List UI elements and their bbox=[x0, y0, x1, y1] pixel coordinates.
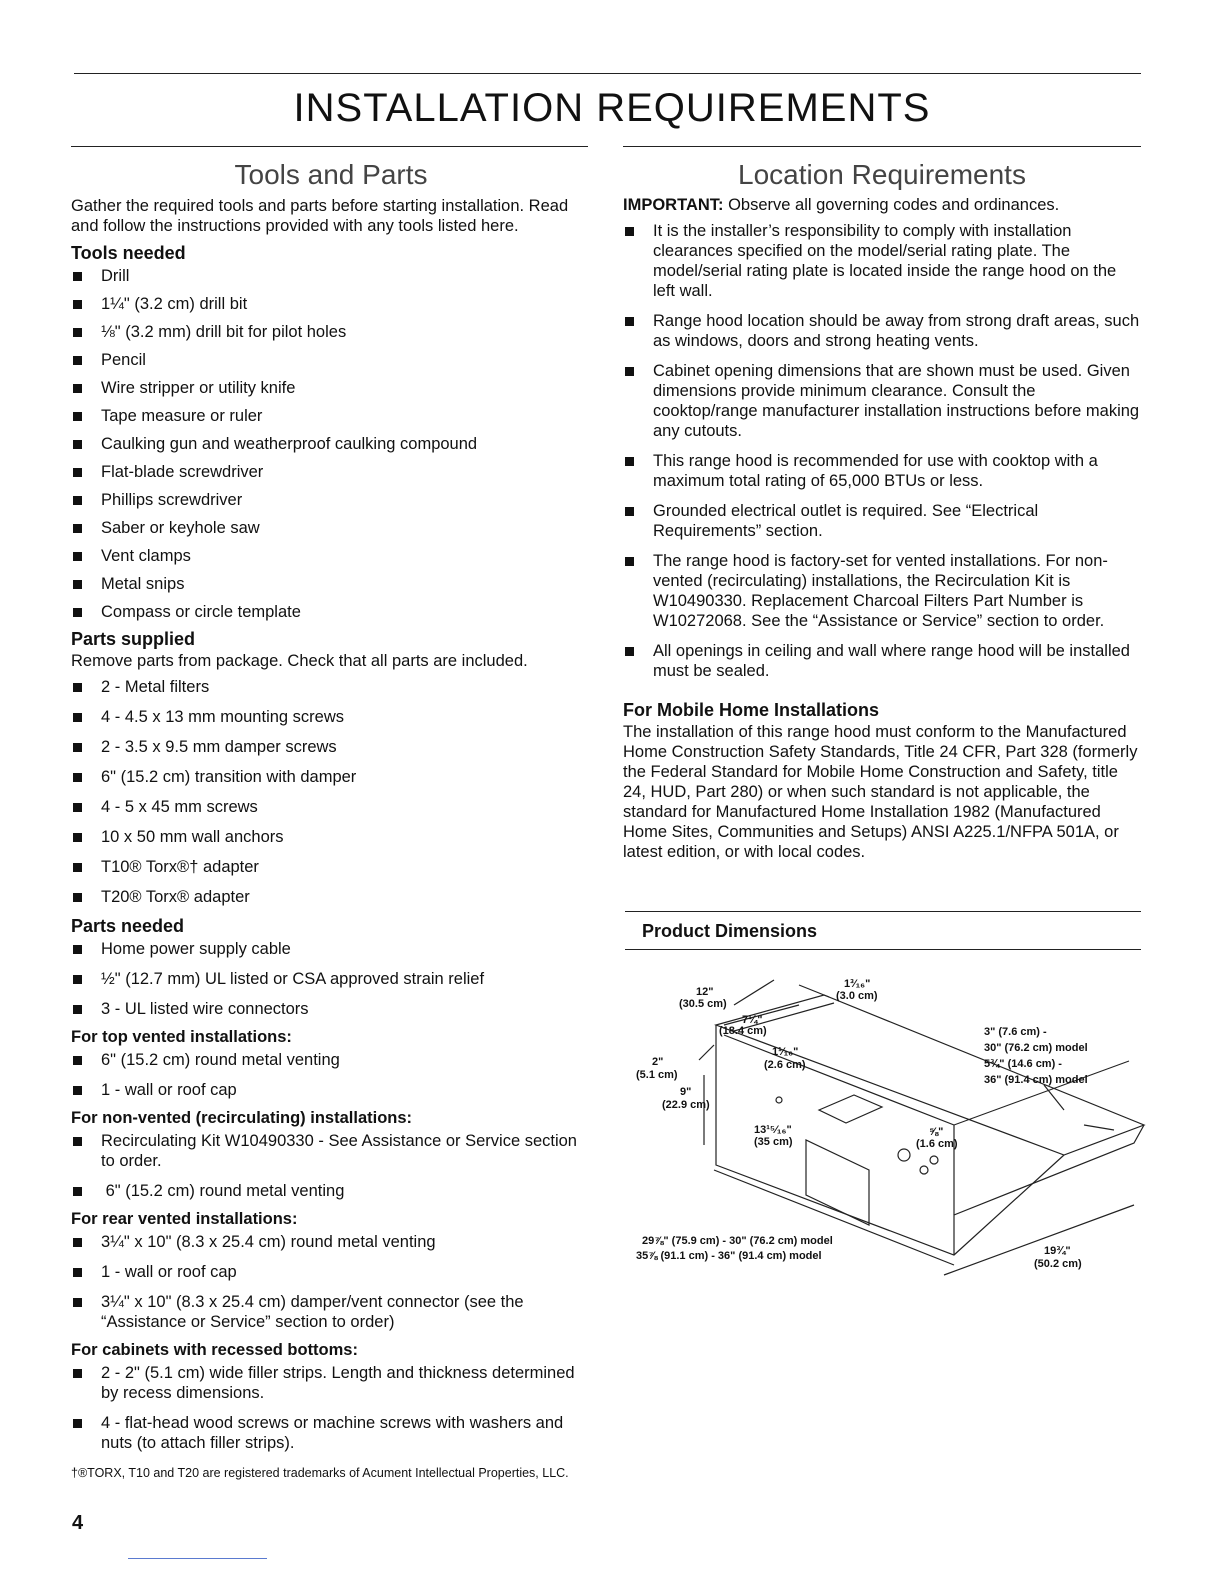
list-item: Range hood location should be away from strong draft areas, such as windows, doors and strong heating vents. bbox=[623, 311, 1141, 351]
list-item: Tape measure or ruler bbox=[71, 406, 591, 426]
knockout-hole bbox=[920, 1166, 928, 1174]
dim-12in-line bbox=[734, 980, 774, 1005]
top-rule bbox=[74, 73, 1141, 74]
list-item: ⅛" (3.2 mm) drill bit for pilot holes bbox=[71, 322, 591, 342]
top-vented-list bbox=[71, 1050, 591, 1100]
list-item: 3¼" x 10" (8.3 x 25.4 cm) damper/vent connector (see the “Assistance or Service” section to order) bbox=[71, 1292, 591, 1332]
list-item: Flat-blade screwdriver bbox=[71, 462, 591, 482]
list-item: 2 - 2" (5.1 cm) wide filler strips. Length and thickness determined by recess dimensions. bbox=[71, 1363, 591, 1403]
list-item: Saber or keyhole saw bbox=[71, 518, 591, 538]
list-item: 10 x 50 mm wall anchors bbox=[71, 827, 591, 847]
dim-2in: 2" bbox=[652, 1056, 664, 1068]
list-item: It is the installer’s responsibility to comply with installation clearances specified on the model/serial rating plate. The model/serial rating plate is located inside the range hood on the left wall. bbox=[623, 221, 1141, 301]
list-item: 6" (15.2 cm) round metal venting bbox=[71, 1050, 591, 1070]
parts-needed-heading: Parts needed bbox=[71, 916, 185, 936]
tools-intro: Gather the required tools and parts before starting installation. Read and follow the instructions provided with any tools listed here. bbox=[71, 197, 569, 235]
dim-35cm: (35 cm) bbox=[754, 1136, 793, 1148]
list-item: 3 - UL listed wire connectors bbox=[71, 999, 591, 1019]
mobile-home-text: The installation of this range hood must conform to the Manufactured Home Construction Safety Standards, Title 24 CFR, Part 328 (formerly the Federal Standard for Mobile Home Construction and Safety, title 24, HUD, Part 280) or when such standard is not applicable, the standard for Manufactured Home Installation 1982 (Manufactured Home Sites, Communities and Setups) ANSI A225.1/NFPA 501A, or latest edition, or with local codes. bbox=[623, 723, 1138, 861]
footer-link-line bbox=[128, 1558, 267, 1559]
rear-opening bbox=[806, 1140, 869, 1225]
list-item: T10® Torx®† adapter bbox=[71, 857, 591, 877]
dim-184cm: (18.4 cm) bbox=[719, 1025, 767, 1037]
list-item: All openings in ceiling and wall where range hood will be installed must be sealed. bbox=[623, 641, 1141, 681]
dim-3in-d: 36" (91.4 cm) model bbox=[984, 1074, 1088, 1086]
dimensions-bottom-rule bbox=[625, 949, 1141, 950]
location-requirements-heading: Location Requirements bbox=[738, 159, 1026, 190]
list-item: Phillips screwdriver bbox=[71, 490, 591, 510]
trademark-footnote: †®TORX, T10 and T20 are registered trademarks of Acument Intellectual Properties, LLC. bbox=[71, 1466, 569, 1480]
list-item: 2 - 3.5 x 9.5 mm damper screws bbox=[71, 737, 591, 757]
dim-12in: 12" bbox=[696, 986, 714, 998]
dim-16cm: (1.6 cm) bbox=[916, 1138, 958, 1150]
tools-needed-list bbox=[71, 266, 591, 622]
mobile-home-heading: For Mobile Home Installations bbox=[623, 700, 880, 720]
rear-vented-heading: For rear vented installations: bbox=[71, 1210, 298, 1228]
page-number: 4 bbox=[72, 1512, 84, 1534]
knockout-hole bbox=[930, 1156, 938, 1164]
dim-229cm: (22.9 cm) bbox=[662, 1099, 710, 1111]
recessed-list bbox=[71, 1363, 591, 1453]
dim-right-line bbox=[1084, 1125, 1114, 1130]
list-item: Drill bbox=[71, 266, 591, 286]
dim-1316: 1³⁄₁₆" bbox=[844, 978, 871, 990]
list-item: 1 - wall or roof cap bbox=[71, 1262, 591, 1282]
dim-width-30: 29⅞" (75.9 cm) - 30" (76.2 cm) model bbox=[642, 1235, 833, 1247]
tools-needed-heading: Tools needed bbox=[71, 243, 186, 263]
list-item: 1¼" (3.2 cm) drill bit bbox=[71, 294, 591, 314]
important-note bbox=[623, 195, 1141, 215]
list-item: Recirculating Kit W10490330 - See Assistance or Service section to order. bbox=[71, 1131, 591, 1171]
range-hood-dimension-diagram bbox=[624, 965, 1144, 1325]
list-item: 3¼" x 10" (8.3 x 25.4 cm) round metal venting bbox=[71, 1232, 591, 1252]
list-item: Home power supply cable bbox=[71, 939, 591, 959]
list-item: 1 - wall or roof cap bbox=[71, 1080, 591, 1100]
recessed-heading: For cabinets with recessed bottoms: bbox=[71, 1341, 358, 1359]
list-item: 6" (15.2 cm) round metal venting bbox=[71, 1181, 591, 1201]
right-section-rule bbox=[623, 146, 1141, 147]
list-item: This range hood is recommended for use with cooktop with a maximum total rating of 65,000 BTUs or less. bbox=[623, 451, 1141, 491]
dim-12in-cm: (30.5 cm) bbox=[679, 998, 727, 1010]
dim-1934: 19¾" bbox=[1044, 1245, 1071, 1257]
list-item: Grounded electrical outlet is required. See “Electrical Requirements” section. bbox=[623, 501, 1141, 541]
left-section-rule bbox=[71, 146, 588, 147]
list-item: 6" (15.2 cm) transition with damper bbox=[71, 767, 591, 787]
list-item: 4 - flat-head wood screws or machine screws with washers and nuts (to attach filler strips). bbox=[71, 1413, 591, 1453]
list-item: The range hood is factory-set for vented installations. For non-vented (recirculating) installations, the Recirculation Kit is W10490330. Replacement Charcoal Filters Part Number is W10272068. See the “Assistance or Service” section to order. bbox=[623, 551, 1141, 631]
dim-26cm: (2.6 cm) bbox=[764, 1059, 806, 1071]
dim-1315: 13¹⁵⁄₁₆" bbox=[754, 1124, 792, 1136]
dim-3in-a: 3" (7.6 cm) - bbox=[984, 1026, 1047, 1038]
rear-vented-list bbox=[71, 1232, 591, 1332]
vent-plate bbox=[819, 1095, 882, 1123]
tools-and-parts-heading: Tools and Parts bbox=[234, 159, 428, 190]
knockout-hole bbox=[776, 1097, 782, 1103]
list-item: 2 - Metal filters bbox=[71, 677, 591, 697]
list-item: Caulking gun and weatherproof caulking compound bbox=[71, 434, 591, 454]
parts-needed-list bbox=[71, 939, 591, 1019]
list-item: Pencil bbox=[71, 350, 591, 370]
list-item: 4 - 5 x 45 mm screws bbox=[71, 797, 591, 817]
dim-3in-b: 30" (76.2 cm) model bbox=[984, 1042, 1088, 1054]
dim-3cm: (3.0 cm) bbox=[836, 990, 878, 1002]
parts-supplied-heading: Parts supplied bbox=[71, 629, 196, 649]
dim-1316-line bbox=[799, 985, 829, 997]
top-vented-heading: For top vented installations: bbox=[71, 1028, 292, 1046]
dim-51cm: (5.1 cm) bbox=[636, 1069, 678, 1081]
non-vented-list bbox=[71, 1131, 591, 1201]
hood-bottom-edge bbox=[954, 1125, 1144, 1255]
hood-side-bar bbox=[954, 1061, 1129, 1125]
list-item: Wire stripper or utility knife bbox=[71, 378, 591, 398]
list-item: 4 - 4.5 x 13 mm mounting screws bbox=[71, 707, 591, 727]
list-item: Vent clamps bbox=[71, 546, 591, 566]
location-list bbox=[623, 221, 1141, 681]
list-item: ½" (12.7 mm) UL listed or CSA approved strain relief bbox=[71, 969, 591, 989]
tools-and-parts-column bbox=[71, 159, 591, 1483]
location-requirements-column bbox=[623, 159, 1141, 862]
dim-502cm: (50.2 cm) bbox=[1034, 1258, 1082, 1270]
parts-supplied-list bbox=[71, 677, 591, 907]
dim-58: ⅝" bbox=[929, 1126, 944, 1138]
important-label: IMPORTANT: bbox=[623, 196, 724, 214]
dim-9in: 9" bbox=[680, 1086, 692, 1098]
dim-width-36: 35⅞ (91.1 cm) - 36" (91.4 cm) model bbox=[636, 1250, 822, 1262]
knockout-hole bbox=[898, 1149, 910, 1161]
product-dimensions-heading: Product Dimensions bbox=[642, 921, 818, 941]
list-item: Cabinet opening dimensions that are shown must be used. Given dimensions provide minimum clearance. Consult the cooktop/range manufacturer installation instructions before making any cutouts. bbox=[623, 361, 1141, 441]
non-vented-heading: For non-vented (recirculating) installations: bbox=[71, 1109, 413, 1127]
important-text: Observe all governing codes and ordinances. bbox=[723, 196, 1060, 214]
list-item: Compass or circle template bbox=[71, 602, 591, 622]
list-item: T20® Torx® adapter bbox=[71, 887, 591, 907]
dim-2in-line bbox=[699, 1045, 714, 1060]
dim-1116: 1¹⁄₁₆" bbox=[772, 1046, 799, 1058]
dim-714: 7¼" bbox=[742, 1014, 763, 1026]
dimensions-top-rule bbox=[625, 911, 1141, 912]
parts-supplied-intro: Remove parts from package. Check that all parts are included. bbox=[71, 652, 528, 670]
list-item: Metal snips bbox=[71, 574, 591, 594]
page-title: INSTALLATION REQUIREMENTS bbox=[293, 86, 931, 130]
dim-3in-c: 5¾" (14.6 cm) - bbox=[984, 1058, 1062, 1070]
